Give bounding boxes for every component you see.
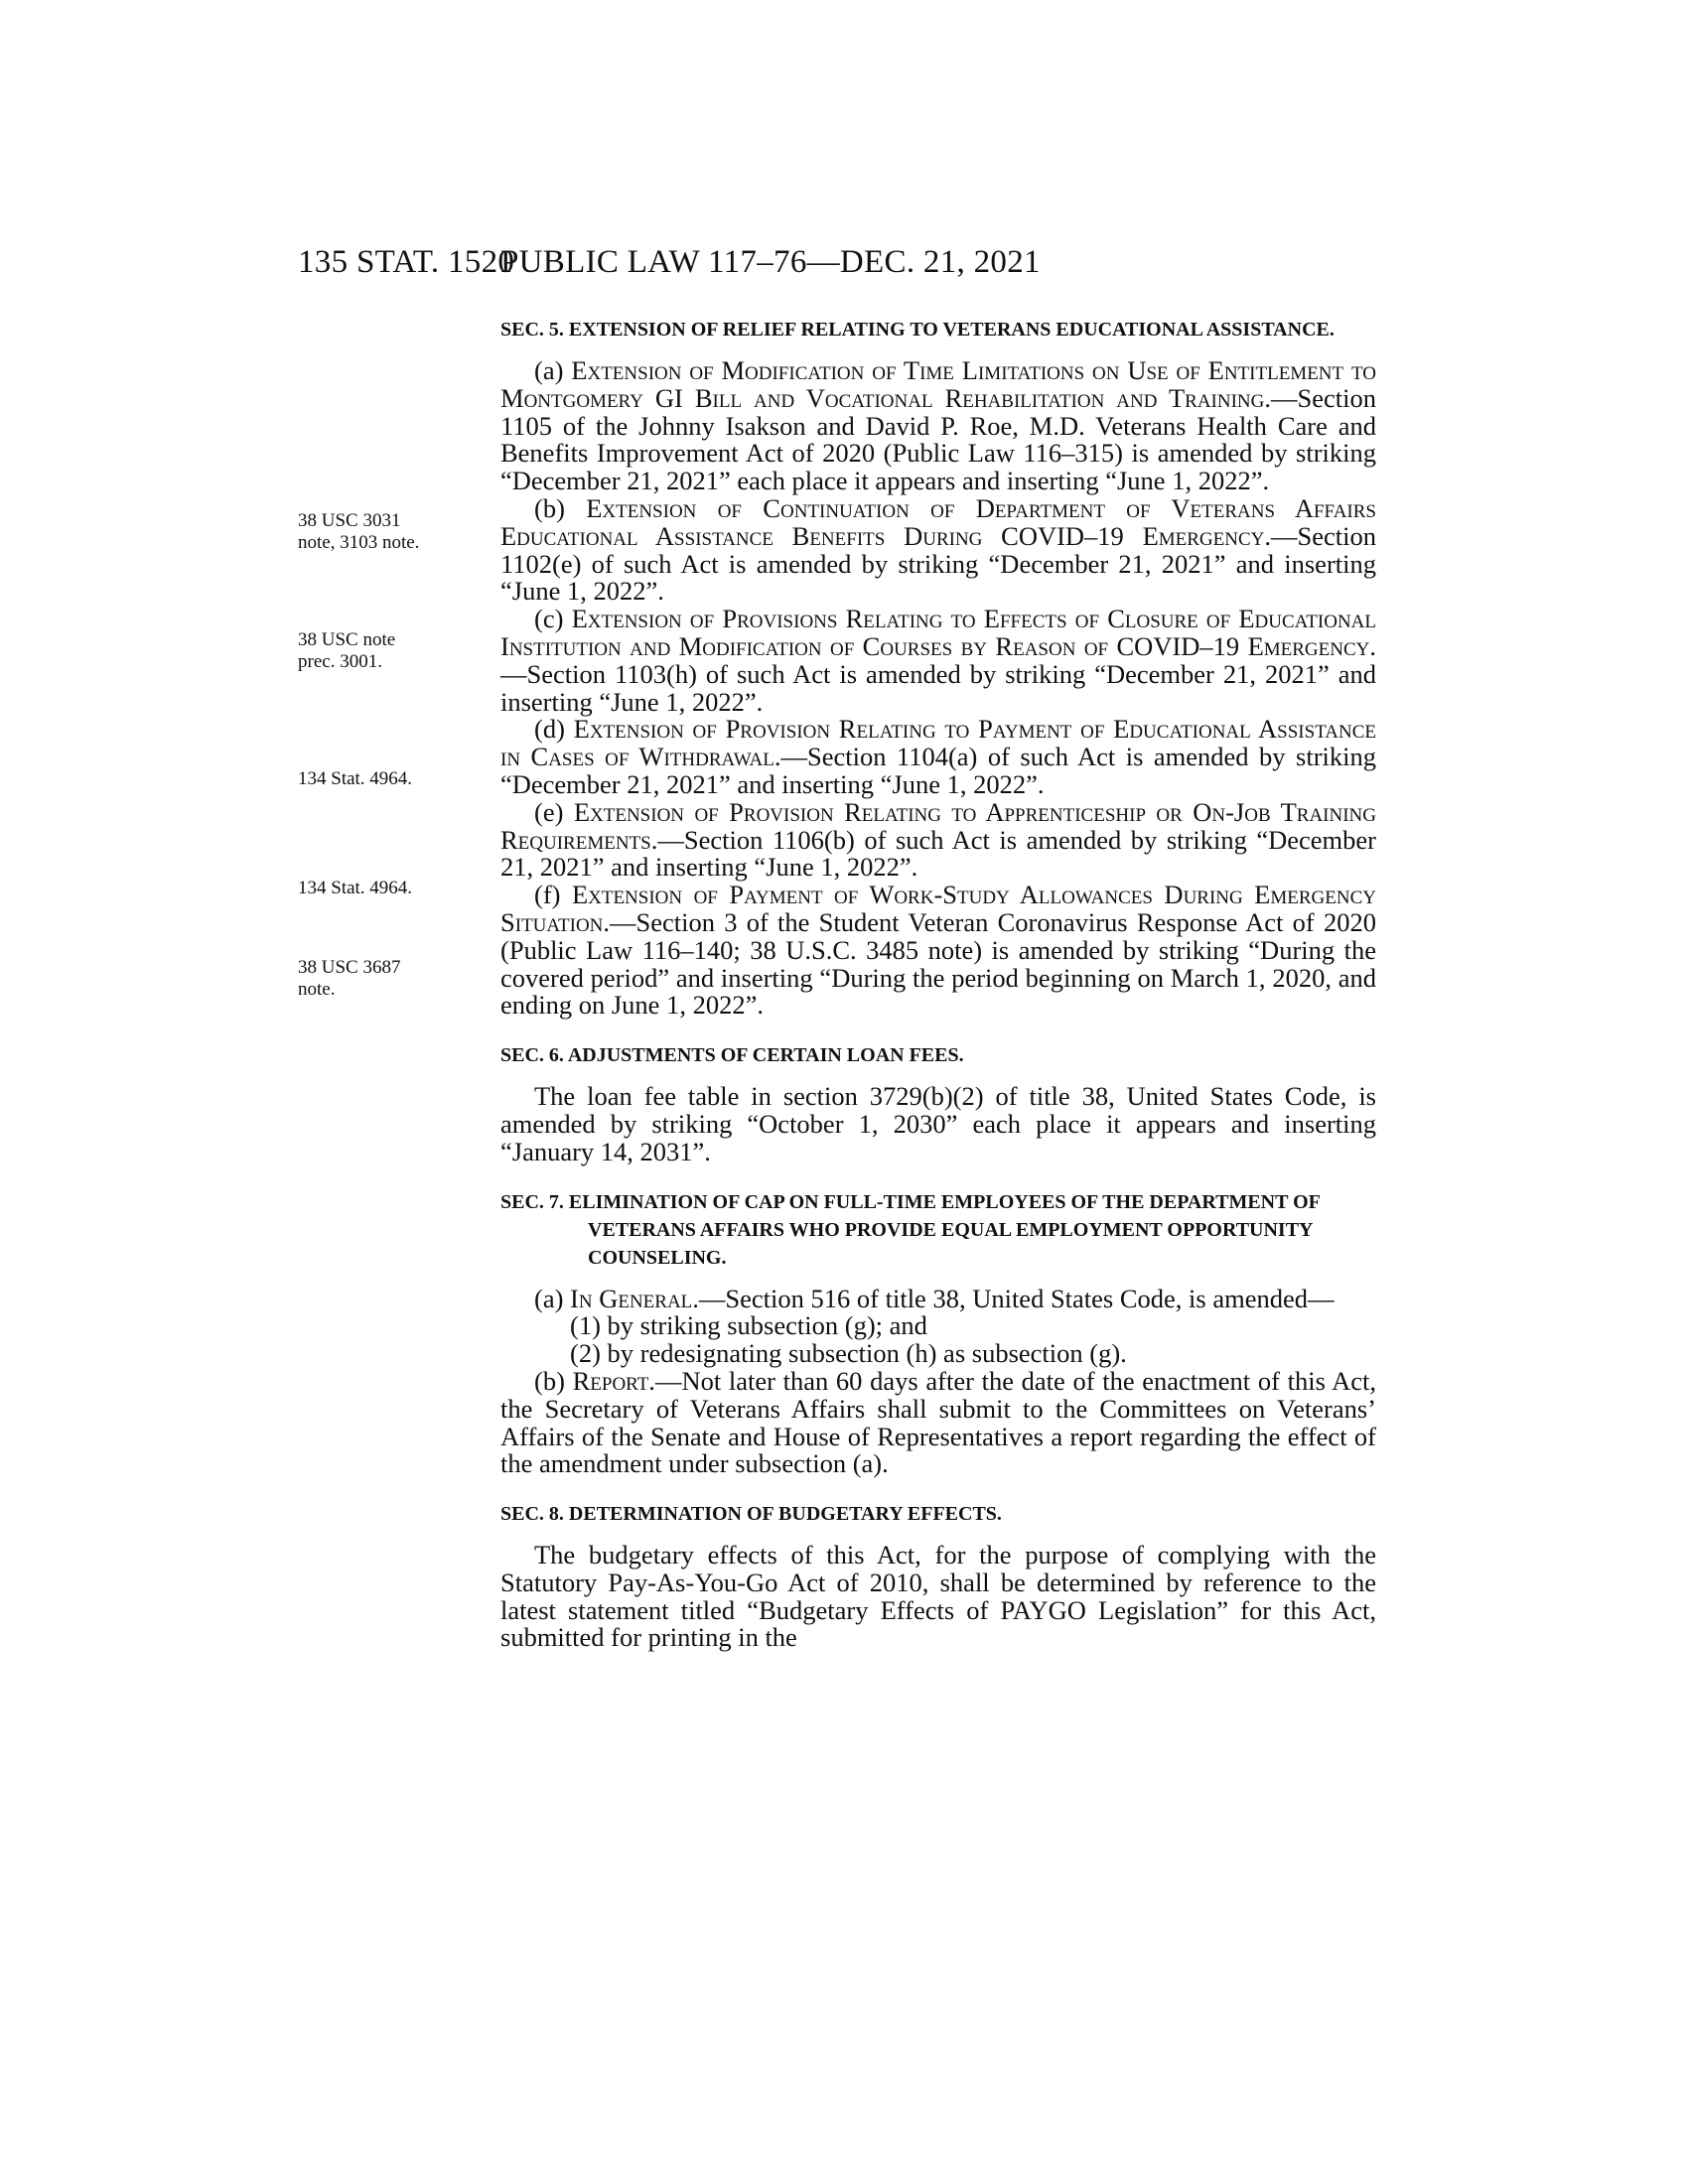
main-text-column bbox=[500, 316, 1376, 1652]
section-7-item-1: (1) by striking subsection (g); and bbox=[570, 1310, 927, 1341]
section-8-body: The budgetary effects of this Act, for the purpose of complying with the Statutory Pay-As-You-Go Act of 2010, shall be determined by reference to the latest statement titled “Budgetary Effects of PAYGO Legislation” for this Act, submitted for printing in the bbox=[500, 1540, 1376, 1653]
section-7-subsection-a: (a) In General.—Section 516 of title 38, United States Code, is amended— bbox=[534, 1283, 1335, 1313]
running-header-title: PUBLIC LAW 117–76—DEC. 21, 2021 bbox=[500, 244, 1041, 280]
section-5-subsection-a: (a) Extension of Modification of Time Limitations on Use of Entitlement to Montgomery GI Bill and Vocational Rehabilitation and Training.—Section 1105 of the Johnny Isakson and David P. Roe, M.D. Veterans Health Care and Benefits Improvement Act of 2020 (Public Law 116–315) is amended by striking “December 21, 2021” each place it appears and inserting “June 1, 2022”. bbox=[500, 355, 1376, 496]
section-5-subsection-f: (f) Extension of Payment of Work-Study Allowances During Emergency Situation.—Section 3 of the Student Veteran Coronavirus Response Act of 2020 (Public Law 116–140; 38 U.S.C. 3485 note) is amended by striking “During the covered period” and inserting “During the period beginning on March 1, 2020, and ending on June 1, 2022”. bbox=[500, 880, 1376, 1021]
section-6-heading: SEC. 6. ADJUSTMENTS OF CERTAIN LOAN FEES. bbox=[500, 1044, 964, 1067]
margin-note: 134 Stat. 4964. bbox=[298, 768, 413, 789]
section-5-subsection-e: (e) Extension of Provision Relating to Apprenticeship or On-Job Training Requirements.—Section 1106(b) of such Act is amended by striking “December 21, 2021” and inserting “June 1, 2022”. bbox=[500, 796, 1376, 883]
section-5-subsection-d: (d) Extension of Provision Relating to Payment of Educational Assistance in Cases of Withdrawal.—Section 1104(a) of such Act is amended by striking “December 21, 2021” and inserting “June 1, 2022”. bbox=[500, 714, 1376, 799]
section-5-subsection-b: (b) Extension of Continuation of Department of Veterans Affairs Educational Assistance Benefits During COVID–19 Emergency.—Section 1102(e) of such Act is amended by striking “December 21, 2021” and inserting “June 1, 2022”. bbox=[500, 492, 1377, 607]
stat-page-reference: 135 STAT. 1520 bbox=[298, 244, 515, 280]
margin-note: 38 USC note prec. 3001. bbox=[298, 629, 396, 672]
section-6-body: The loan fee table in section 3729(b)(2) of title 38, United States Code, is amended by striking “October 1, 2030” each place it appears and inserting “January 14, 2031”. bbox=[500, 1081, 1376, 1166]
section-5-heading: SEC. 5. EXTENSION OF RELIEF RELATING TO VETERANS EDUCATIONAL ASSISTANCE. bbox=[500, 319, 1335, 341]
margin-note: 134 Stat. 4964. bbox=[298, 878, 413, 898]
section-7-heading: SEC. 7. ELIMINATION OF CAP ON FULL-TIME EMPLOYEES OF THE DEPARTMENT OF VETERANS AFFAIRS WHO PROVIDE EQUAL EMPLOYMENT OPPORTUNITY COUNSELING. bbox=[500, 1190, 1321, 1269]
section-7-subsection-b: (b) Report.—Not later than 60 days after the date of the enactment of this Act, the Secretary of Veterans Affairs shall submit to the Committees on Veterans’ Affairs of the Senate and House of Representatives a report regarding the effect of the amendment under subsection (a). bbox=[500, 1365, 1376, 1479]
margin-note: 38 USC 3031 note, 3103 note. bbox=[298, 510, 420, 553]
margin-note: 38 USC 3687 note. bbox=[298, 957, 401, 1000]
section-7-item-2: (2) by redesignating subsection (h) as subsection (g). bbox=[570, 1338, 1127, 1369]
section-8-heading: SEC. 8. DETERMINATION OF BUDGETARY EFFECTS. bbox=[500, 1503, 1002, 1526]
section-5-subsection-c: (c) Extension of Provisions Relating to Effects of Closure of Educational Institution and Modification of Courses by Reason of COVID–19 Emergency.—Section 1103(h) of such Act is amended by striking “December 21, 2021” and inserting “June 1, 2022”. bbox=[500, 604, 1376, 717]
